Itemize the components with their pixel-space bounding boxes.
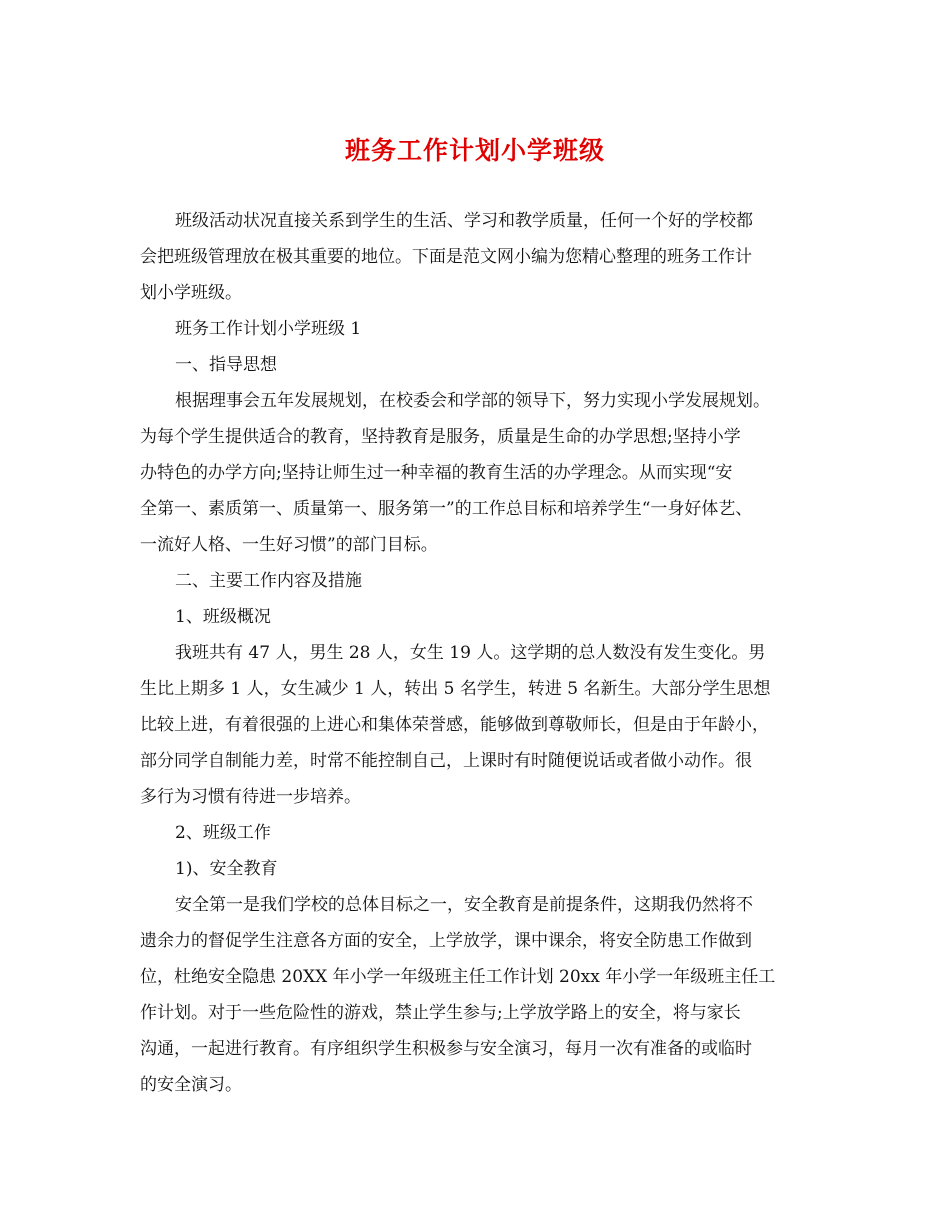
- paragraph-line: 的安全演习。: [140, 1075, 242, 1095]
- paragraph-line: 作计划。对于一些危险性的游戏，禁止学生参与;上学放学路上的安全，将与家长: [140, 1003, 741, 1023]
- paragraph-line: 一流好人格、一生好习惯”的部门目标。: [140, 535, 438, 555]
- section-heading: 二、主要工作内容及措施: [175, 571, 362, 591]
- paragraph-line: 遗余力的督促学生注意各方面的安全，上学放学，课中课余，将安全防患工作做到: [140, 931, 752, 951]
- paragraph-line: 部分同学自制能力差，时常不能控制自己，上课时有时随便说话或者做小动作。很: [140, 751, 752, 771]
- section-heading: 1、班级概况: [175, 607, 271, 627]
- paragraph-line: 办特色的办学方向;坚持让师生过一种幸福的教育生活的办学理念。从而实现“安: [140, 463, 733, 483]
- paragraph-line: 全第一、素质第一、质量第一、服务第一”的工作总目标和培养学生“一身好体艺、: [140, 499, 753, 519]
- paragraph-line: 多行为习惯有待进一步培养。: [140, 787, 361, 807]
- section-heading: 2、班级工作: [175, 823, 271, 843]
- paragraph-line: 安全第一是我们学校的总体目标之一，安全教育是前提条件，这期我仍然将不: [175, 895, 753, 915]
- section-heading: 1)、安全教育: [175, 859, 278, 879]
- paragraph-line: 位，杜绝安全隐患 20XX 年小学一年级班主任工作计划 20xx 年小学一年级班主任工: [140, 967, 776, 987]
- paragraph-line: 沟通，一起进行教育。有序组织学生积极参与安全演习，每月一次有准备的或临时: [140, 1039, 752, 1059]
- section-heading: 班务工作计划小学班级 1: [175, 319, 362, 339]
- section-heading: 一、指导思想: [175, 355, 277, 375]
- paragraph-line: 班级活动状况直接关系到学生的生活、学习和教学质量，任何一个好的学校都: [175, 211, 753, 231]
- paragraph-line: 我班共有 47 人，男生 28 人，女生 19 人。这学期的总人数没有发生变化。男: [175, 643, 766, 663]
- paragraph-line: 会把班级管理放在极其重要的地位。下面是范文网小编为您精心整理的班务工作计: [140, 247, 752, 267]
- paragraph-line: 生比上期多 1 人，女生减少 1 人，转出 5 名学生，转进 5 名新生。大部分学生思想: [140, 679, 771, 699]
- paragraph-line: 为每个学生提供适合的教育，坚持教育是服务，质量是生命的办学思想;坚持小学: [140, 427, 741, 447]
- paragraph-line: 划小学班级。: [140, 283, 242, 303]
- paragraph-line: 根据理事会五年发展规划，在校委会和学部的领导下，努力实现小学发展规划。: [175, 391, 770, 411]
- paragraph-line: 比较上进，有着很强的上进心和集体荣誉感，能够做到尊敬师长，但是由于年龄小，: [140, 715, 769, 735]
- document-title: 班务工作计划小学班级: [344, 136, 605, 165]
